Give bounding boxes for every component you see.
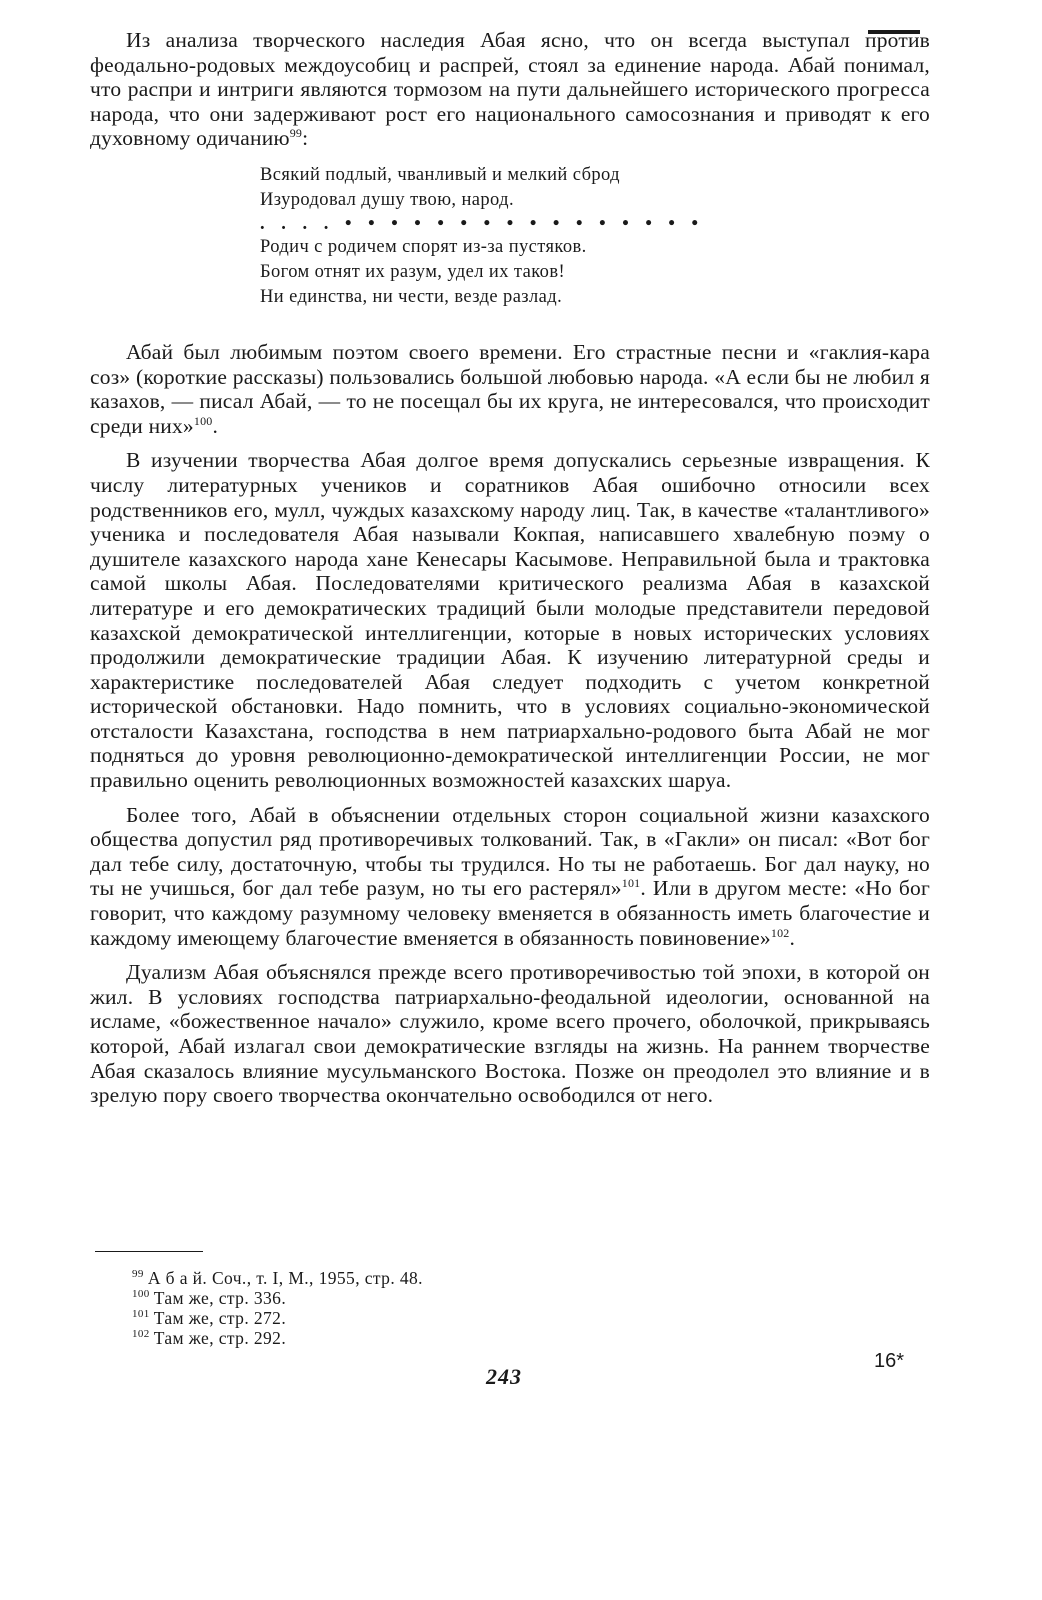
verse-line-4: Богом отнят их разум, удел их таков! [260,261,566,282]
paragraph-1-text: Из анализа творческого наследия Абая ясно, что он всегда выступал против феодально-родовых междоусобиц и распрей, стоял за единение народа. Абай понимал, что распри и интриги являются тормозом на пути дальнейшего исторического прогресса народа, что они задерживают рост его национального самосознания и приводят к его духовному одичанию [90,28,930,151]
signature-mark: 16* [874,1350,905,1372]
footnote-99 [132,1268,423,1288]
verse-line-3: Родич с родичем спорят из-за пустяков. [260,236,587,257]
footnote-text: Там же, стр. 272. [153,1308,287,1328]
footnote-text: А б а й. Соч., т. I, М., 1955, стр. 48. [147,1268,423,1288]
paragraph-3: В изучении творчества Абая долгое время допускались серьезные извращения. К числу литературных учеников и соратников Абая ошибочно относили всех родственников его, мулл, чуждых казахскому народу лиц. Так, в качестве «талантливого» ученика и последователя Абая называли Кокпая, написавшего хвалебную поэму о душителе казахского народа хане Кенесары Касымове. Неправильной была и трактовка самой школы Абая. Последователями критического реализма Абая в казахской литературе и его демократических традиций были молодые представители передовой казахской демократической интеллигенции, которые в новых исторических условиях продолжили демократические традиции Абая. К изучению литературной среды и характеристике последователей Абая следует подходить с учетом конкретной исторической обстановки. Надо помнить, что в условиях социально-экономической отсталости Казахстана, господства в нем патриархально-родового быта Абай не мог подняться до уровня революционно-демократической интеллигенции России, не мог правильно оценить революционных возможностей казахских шаруа. [90,448,930,793]
verse-line-1: Всякий подлый, чванливый и мелкий сброд [260,164,620,185]
paragraph-2-tail: . [212,413,219,438]
footnote-ref-100[interactable]: 100 [193,413,213,428]
paragraph-2-text: Абай был любимым поэтом своего времени. Его страстные песни и «гаклия-кара соз» (короткие рассказы) пользовались большой любовью народа. «А если бы не любил я казахов, — писал Абай, — то не посещал бы их круга, не интересовался, что происходит среди них» [90,339,930,438]
page-number: 243 [486,1364,522,1389]
paragraph-1-tail: : [302,126,309,151]
page-body [90,28,930,1108]
footnote-ref-99[interactable]: 99 [289,126,303,141]
verse-ellipsis: . . . . • • • • • • • • • • • • • • • • [260,213,705,234]
paragraph-4 [90,803,930,951]
paragraph-4-text-2: . Или в другом месте: «Но бог говорит, что каждому разумному человеку вменяется в обязанность иметь благочестие и каждому имеющему благочестие вменяется в обязанность повиновение» [90,876,930,950]
footnote-ref-101[interactable]: 101 [621,876,641,891]
paragraph-2 [90,340,930,438]
paragraph-4-text-1: Более того, Абай в объяснении отдельных сторон социальной жизни казахского общества допустил ряд противоречивых толкований. Так, в «Гакли» он писал: «Вот бог дал тебе силу, достаточную, чтобы ты трудился. Но ты не работаешь. Бог дал науку, но ты не учишься, бог дал тебе разум, но ты его растерял» [90,802,930,901]
footnotes [132,1268,423,1348]
footnote-ref-102[interactable]: 102 [770,925,790,940]
footnote-text: Там же, стр. 336. [153,1288,287,1308]
paragraph-5: Дуализм Абая объяснялся прежде всего противоречивостью той эпохи, в которой он жил. В условиях господства патриархально-феодальной идеологии, основанной на исламе, «божественное начало» служило, кроме всего прочего, оболочкой, прикрываясь которой, Абай излагал свои демократические взгляды на жизнь. На раннем творчестве Абая сказалось влияние мусульманского Востока. Позже он преодолел это влияние и в зрелую пору своего творчества окончательно освободился от него. [90,960,930,1108]
footnote-number: 101 [132,1308,150,1321]
verse-quote [260,163,930,310]
footnote-101 [132,1308,423,1328]
footnote-number: 99 [132,1268,144,1281]
footnote-divider [95,1251,203,1252]
paragraph-1 [90,28,930,151]
paragraph-4-tail: . [789,925,796,950]
verse-line-2: Изуродовал душу твою, народ. [260,189,514,210]
footnote-100 [132,1288,423,1308]
footnote-text: Там же, стр. 292. [153,1328,287,1348]
footnote-number: 100 [132,1288,150,1301]
footnote-number: 102 [132,1328,150,1341]
verse-line-5: Ни единства, ни чести, везде разлад. [260,286,563,307]
footnote-102 [132,1328,423,1348]
